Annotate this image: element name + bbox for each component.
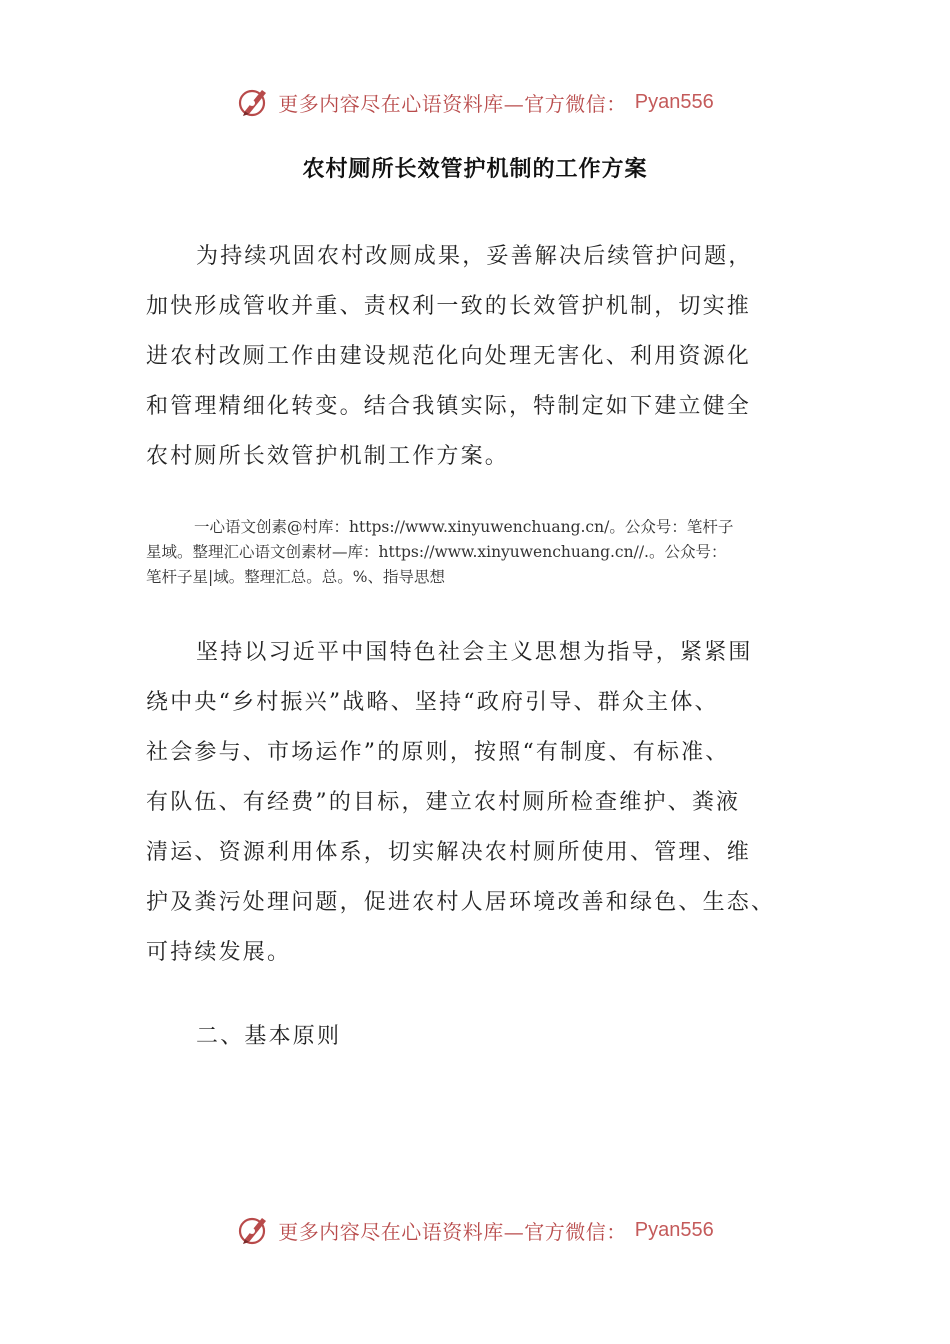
intro-line: 进农村改厕工作由建设规范化向处理无害化、利用资源化 bbox=[146, 344, 752, 369]
header-banner bbox=[0, 80, 950, 124]
intro-line: 加快形成管收并重、责权利一致的长效管护机制，切实推 bbox=[146, 294, 752, 319]
pen-circle-icon bbox=[236, 84, 272, 120]
source-note bbox=[146, 515, 810, 590]
guiding-line: 绕中央“乡村振兴”战略、坚持“政府引导、群众主体、 bbox=[146, 690, 719, 715]
guiding-line: 坚持以习近平中国特色社会主义思想为指导，紧紧围 bbox=[196, 640, 753, 665]
banner-wechat-id: Pyan556 bbox=[634, 90, 714, 113]
note-line: 一心语文创素@村库：https://www.xinyuwenchuang.cn/。公众号：笔杆子 bbox=[194, 518, 734, 536]
guiding-line: 有队伍、有经费”的目标，建立农村厕所检查维护、粪液 bbox=[146, 790, 741, 815]
guiding-line: 清运、资源利用体系，切实解决农村厕所使用、管理、维 bbox=[146, 840, 752, 865]
section-heading: 二、基本原则 bbox=[196, 1024, 342, 1049]
intro-line: 和管理精细化转变。结合我镇实际，特制定如下建立健全 bbox=[146, 394, 752, 419]
pen-circle-icon bbox=[236, 1212, 272, 1248]
banner-text: 更多内容尽在心语资料库—官方微信： bbox=[278, 1219, 627, 1244]
note-line: 笔杆子星|域。整理汇总。总。%、指导思想 bbox=[146, 568, 445, 586]
guiding-line: 社会参与、市场运作”的原则，按照“有制度、有标准、 bbox=[146, 740, 730, 765]
footer-banner bbox=[0, 1208, 950, 1252]
document-title: 农村厕所长效管护机制的工作方案 bbox=[302, 156, 648, 182]
guiding-paragraph bbox=[146, 628, 806, 978]
intro-line: 农村厕所长效管护机制工作方案。 bbox=[146, 444, 510, 469]
intro-line: 为持续巩固农村改厕成果，妥善解决后续管护问题， bbox=[196, 244, 753, 269]
banner-text: 更多内容尽在心语资料库—官方微信： bbox=[278, 91, 627, 116]
banner-wechat-id: Pyan556 bbox=[634, 1218, 714, 1241]
guiding-line: 护及粪污处理问题，促进农村人居环境改善和绿色、生态、 bbox=[146, 890, 776, 915]
intro-paragraph bbox=[146, 232, 806, 482]
note-line: 星域。整理汇心语文创素材—库：https://www.xinyuwenchuang.cn//.。公众号： bbox=[146, 543, 727, 561]
guiding-line: 可持续发展。 bbox=[146, 940, 292, 965]
